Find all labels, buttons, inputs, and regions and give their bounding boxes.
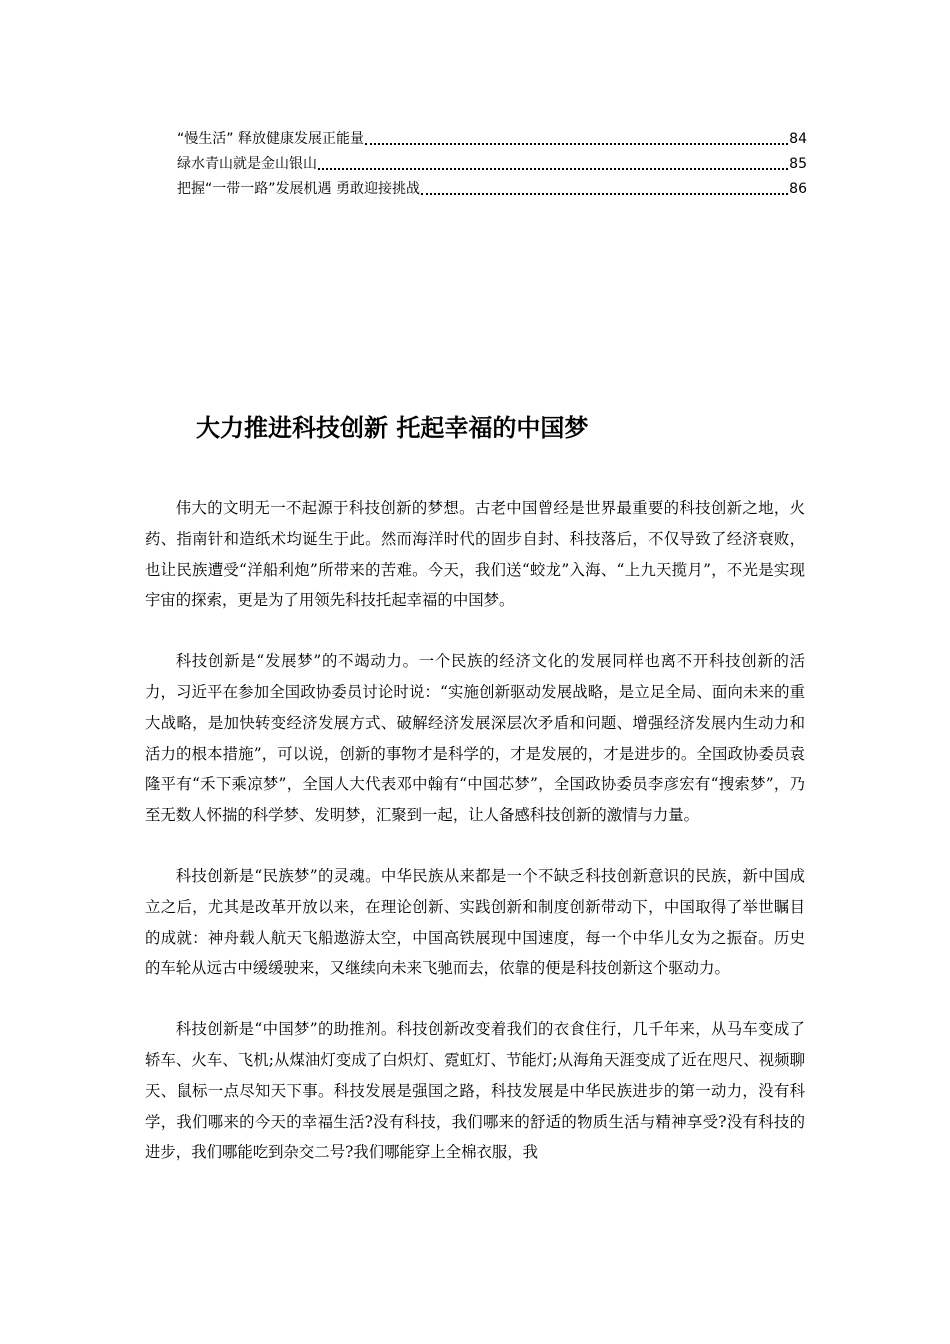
toc-entry-title: 绿水青山就是金山银山 (177, 156, 317, 172)
article-paragraph: 科技创新是“发展梦”的不竭动力。一个民族的经济文化的发展同样也离不开科技创新的活力，习近平在参加全国政协委员讨论时说：“实施创新驱动发展战略，是立足全局、面向未来的重大战略，是加快转变经济发展方式、破解经济发展深层次矛盾和问题、增强经济发展内生动力和活力的根本措施”，可以说，创新的事物才是科学的，才是发展的，才是进步的。全国政协委员袁隆平有“禾下乘凉梦”，全国人大代表邓中翰有“中国芯梦”，全国政协委员李彦宏有“搜索梦”，乃至无数人怀揣的科学梦、发明梦，汇聚到一起，让人备感科技创新的激情与力量。 (145, 652, 805, 825)
toc-entry[interactable] (177, 127, 807, 152)
toc-leader-dots (365, 133, 788, 147)
article-paragraph: 科技创新是“中国梦”的助推剂。科技创新改变着我们的衣食住行，几千年来，从马车变成了轿车、火车、飞机;从煤油灯变成了白炽灯、霓虹灯、节能灯;从海角天涯变成了近在咫尺、视频聊天、鼠标一点尽知天下事。科技发展是强国之路，科技发展是中华民族进步的第一动力，没有科学，我们哪来的今天的幸福生活?没有科技，我们哪来的舒适的物质生活与精神享受?没有科技的进步，我们哪能吃到杂交二号?我们哪能穿上全棉衣服，我 (145, 1020, 805, 1162)
toc-entry-title: “慢生活” 释放健康发展正能量 (177, 131, 364, 147)
toc-entry[interactable] (177, 152, 807, 177)
toc-entry-title: 把握“一带一路”发展机遇 勇敢迎接挑战 (177, 181, 420, 197)
toc-leader-dots (421, 183, 788, 197)
article-paragraph: 伟大的文明无一不起源于科技创新的梦想。古老中国曾经是世界最重要的科技创新之地，火药、指南针和造纸术均诞生于此。然而海洋时代的固步自封、科技落后，不仅导致了经济衰败，也让民族遭受“洋船利炮”所带来的苦难。今天，我们送“蛟龙”入海、“上九天揽月”，不光是实现宇宙的探索，更是为了用领先科技托起幸福的中国梦。 (145, 499, 805, 610)
toc-leader-dots (318, 158, 788, 172)
toc-entry[interactable] (177, 177, 807, 202)
toc-entry-page: 85 (789, 156, 807, 172)
article-title: 大力推进科技创新 托起幸福的中国梦 (196, 414, 589, 442)
article-paragraph: 科技创新是“民族梦”的灵魂。中华民族从来都是一个不缺乏科技创新意识的民族，新中国成立之后，尤其是改革开放以来，在理论创新、实践创新和制度创新带动下，中国取得了举世瞩目的成就：神舟载人航天飞船遨游太空，中国高铁展现中国速度，每一个中华儿女为之振奋。历史的车轮从远古中缓缓驶来，又继续向未来飞驰而去，依靠的便是科技创新这个驱动力。 (145, 866, 805, 978)
article-body (145, 493, 805, 1168)
toc-entry-page: 84 (789, 131, 807, 147)
toc-entry-page: 86 (789, 181, 807, 197)
table-of-contents (177, 127, 807, 202)
